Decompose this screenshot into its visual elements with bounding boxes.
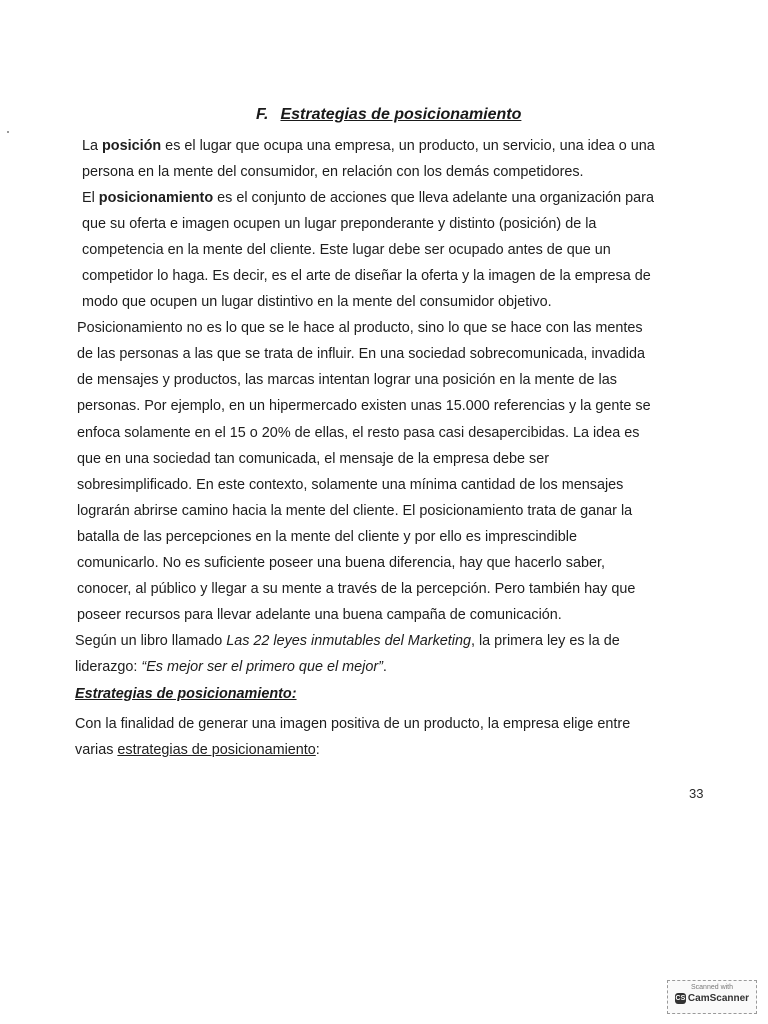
body-line: de las personas a las que se trata de influir. En una sociedad sobrecomunicada, invadida xyxy=(77,346,645,362)
body-line: Según un libro llamado Las 22 leyes inmutables del Marketing, la primera ley es la de xyxy=(75,633,620,649)
book-title: Las 22 leyes inmutables del Marketing xyxy=(226,633,471,649)
camscanner-logo-icon: CS xyxy=(675,995,686,1002)
body-line: enfoca solamente en el 15 o 20% de ellas, el resto pasa casi desapercibidas. La idea es xyxy=(77,425,640,441)
body-line: Posicionamiento no es lo que se le hace al producto, sino lo que se hace con las mentes xyxy=(77,320,643,336)
section-heading xyxy=(256,106,521,124)
body-line: liderazgo: “Es mejor ser el primero que el mejor”. xyxy=(75,659,387,675)
section-title: Estrategias de posicionamiento xyxy=(280,106,522,123)
body-line: persona en la mente del consumidor, en relación con los demás competidores. xyxy=(82,164,584,180)
body-line: El posicionamiento es el conjunto de acciones que lleva adelante una organización para xyxy=(82,190,654,206)
body-line: Con la finalidad de generar una imagen positiva de un producto, la empresa elige entre xyxy=(75,716,631,732)
page-number: 33 xyxy=(689,786,704,801)
body-line: comunicarlo. No es suficiente poseer una buena diferencia, hay que hacerlo saber, xyxy=(77,555,605,571)
body-line: que su oferta e imagen ocupen un lugar preponderante y distinto (posición) de la xyxy=(82,216,597,232)
body-line: modo que ocupen un lugar distintivo en la mente del consumidor objetivo. xyxy=(82,294,552,310)
section-letter: F. xyxy=(256,106,269,123)
scanner-caption: Scanned with xyxy=(690,984,734,991)
body-line: personas. Por ejemplo, en un hipermercado existen unas 15.000 referencias y la gente se xyxy=(77,398,651,414)
scan-speck xyxy=(7,131,9,133)
body-line: lograrán abrirse camino hacia la mente del cliente. El posicionamiento trata de ganar la xyxy=(77,503,633,519)
body-line: competidor lo haga. Es decir, es el arte de diseñar la oferta y la imagen de la empresa de xyxy=(82,268,651,284)
body-line: conocer, al público y llegar a su mente a través de la percepción. Pero también hay que xyxy=(77,581,636,597)
body-line: poseer recursos para llevar adelante una buena campaña de comunicación. xyxy=(77,607,562,623)
quote: “Es mejor ser el primero que el mejor” xyxy=(141,659,383,675)
body-line: que en una sociedad tan comunicada, el mensaje de la empresa debe ser xyxy=(77,451,550,467)
subsection-heading: Estrategias de posicionamiento: xyxy=(75,686,297,702)
body-line: varias estrategias de posicionamiento: xyxy=(75,742,320,758)
body-line: batalla de las percepciones en la mente del cliente y por ello es imprescindible xyxy=(77,529,577,545)
scanner-brand: CamScanner xyxy=(687,993,750,1005)
body-line: sobresimplificado. En este contexto, solamente una mínima cantidad de los mensajes xyxy=(77,477,624,493)
body-line: de mensajes y productos, las marcas intentan lograr una posición en la mente de las xyxy=(77,372,617,388)
scanner-watermark xyxy=(667,980,757,1014)
scanner-brand-line xyxy=(668,993,756,1004)
body-line: La posición es el lugar que ocupa una empresa, un producto, un servicio, una idea o una xyxy=(82,138,655,154)
body-line: competencia en la mente del cliente. Este lugar debe ser ocupado antes de que un xyxy=(82,242,611,258)
underlined-term: estrategias de posicionamiento xyxy=(117,742,316,758)
